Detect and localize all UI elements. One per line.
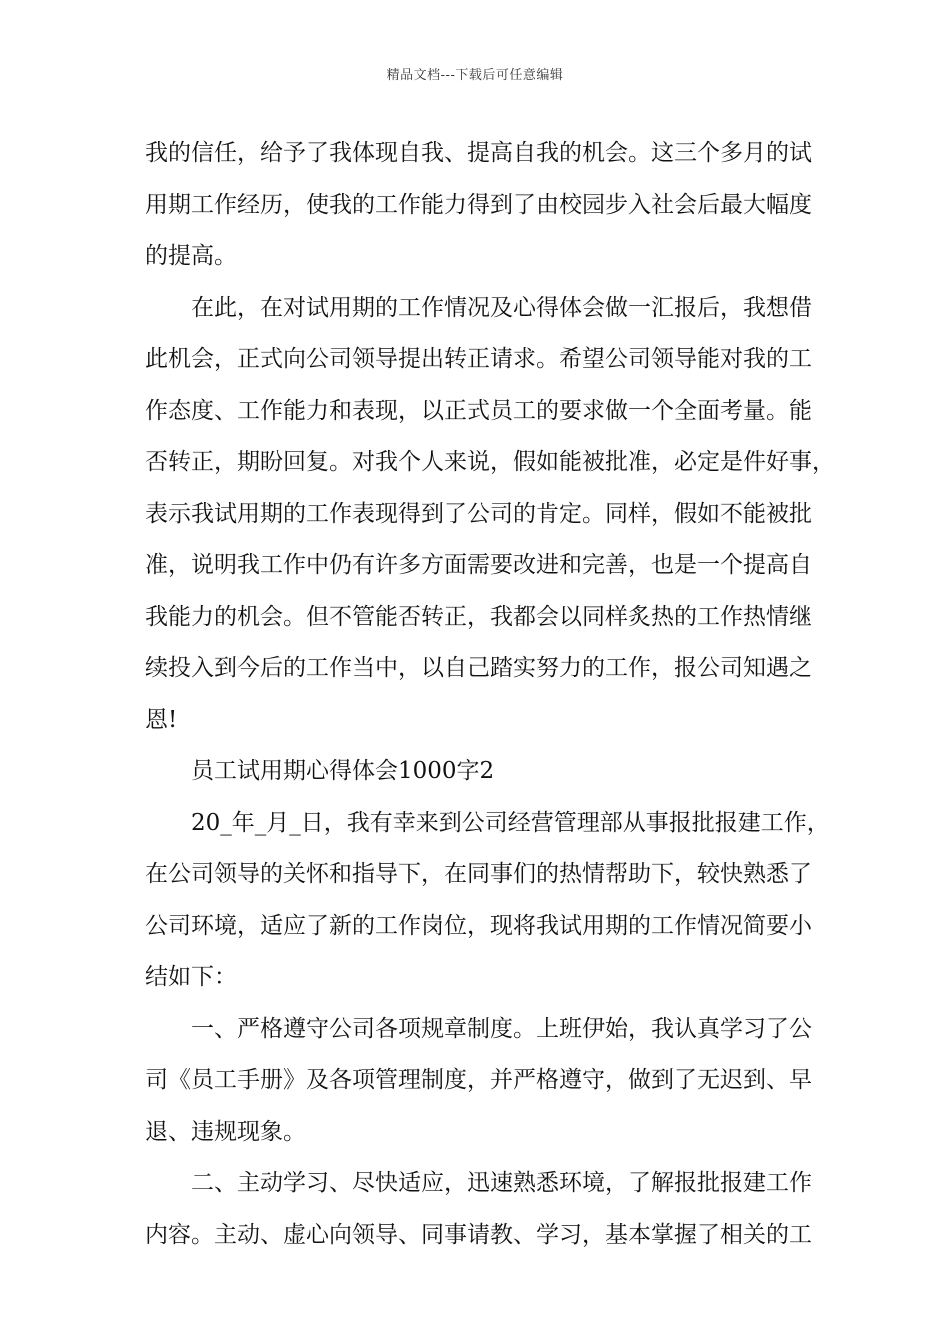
- text-line: 20_年_月_日，我有幸来到公司经营管理部从事报批报建工作，: [191, 809, 830, 836]
- text-line: 二、主动学习、尽快适应，迅速熟悉环境，了解报批报建工作: [191, 1170, 812, 1196]
- text-line: 准，说明我工作中仍有许多方面需要改进和完善，也是一个提高自: [145, 552, 812, 578]
- text-line: 用期工作经历，使我的工作能力得到了由校园步入社会后最大幅度: [145, 191, 812, 218]
- text-line: 公司环境，适应了新的工作岗位，现将我试用期的工作情况简要小: [145, 912, 812, 939]
- text-line: 在公司领导的关怀和指导下，在同事们的热情帮助下，较快熟悉了: [145, 861, 812, 887]
- document-body: [145, 128, 835, 1261]
- text-line: 司《员工手册》及各项管理制度，并严格遵守，做到了无迟到、早: [145, 1067, 812, 1093]
- text-line: 我的信任，给予了我体现自我、提高自我的机会。这三个多月的试: [145, 140, 812, 166]
- page-header: 精品文档---下载后可任意编辑: [386, 68, 564, 83]
- text-line: 员工试用期心得体会1000字2: [191, 758, 495, 784]
- text-line: 在此，在对试用期的工作情况及心得体会做一汇报后，我想借: [191, 294, 812, 321]
- text-line: 此机会，正式向公司领导提出转正请求。希望公司领导能对我的工: [145, 346, 812, 372]
- text-line: 作态度、工作能力和表现，以正式员工的要求做一个全面考量。能: [145, 397, 812, 424]
- text-line: 结如下：: [145, 964, 237, 990]
- text-line: 表示我试用期的工作表现得到了公司的肯定。同样，假如不能被批: [145, 500, 812, 527]
- text-line: 退、违规现象。: [145, 1118, 306, 1145]
- text-line: 续投入到今后的工作当中，以自己踏实努力的工作，报公司知遇之: [145, 655, 812, 681]
- text-line: 恩!: [145, 706, 178, 733]
- text-line: 我能力的机会。但不管能否转正，我都会以同样炙热的工作热情继: [145, 603, 812, 630]
- text-line: 的提高。: [145, 243, 237, 269]
- text-line: 一、严格遵守公司各项规章制度。上班伊始，我认真学习了公: [191, 1015, 812, 1042]
- text-line: 否转正，期盼回复。对我个人来说，假如能被批准，必定是件好事，: [145, 449, 835, 475]
- text-line: 内容。主动、虚心向领导、同事请教、学习，基本掌握了相关的工: [145, 1221, 812, 1248]
